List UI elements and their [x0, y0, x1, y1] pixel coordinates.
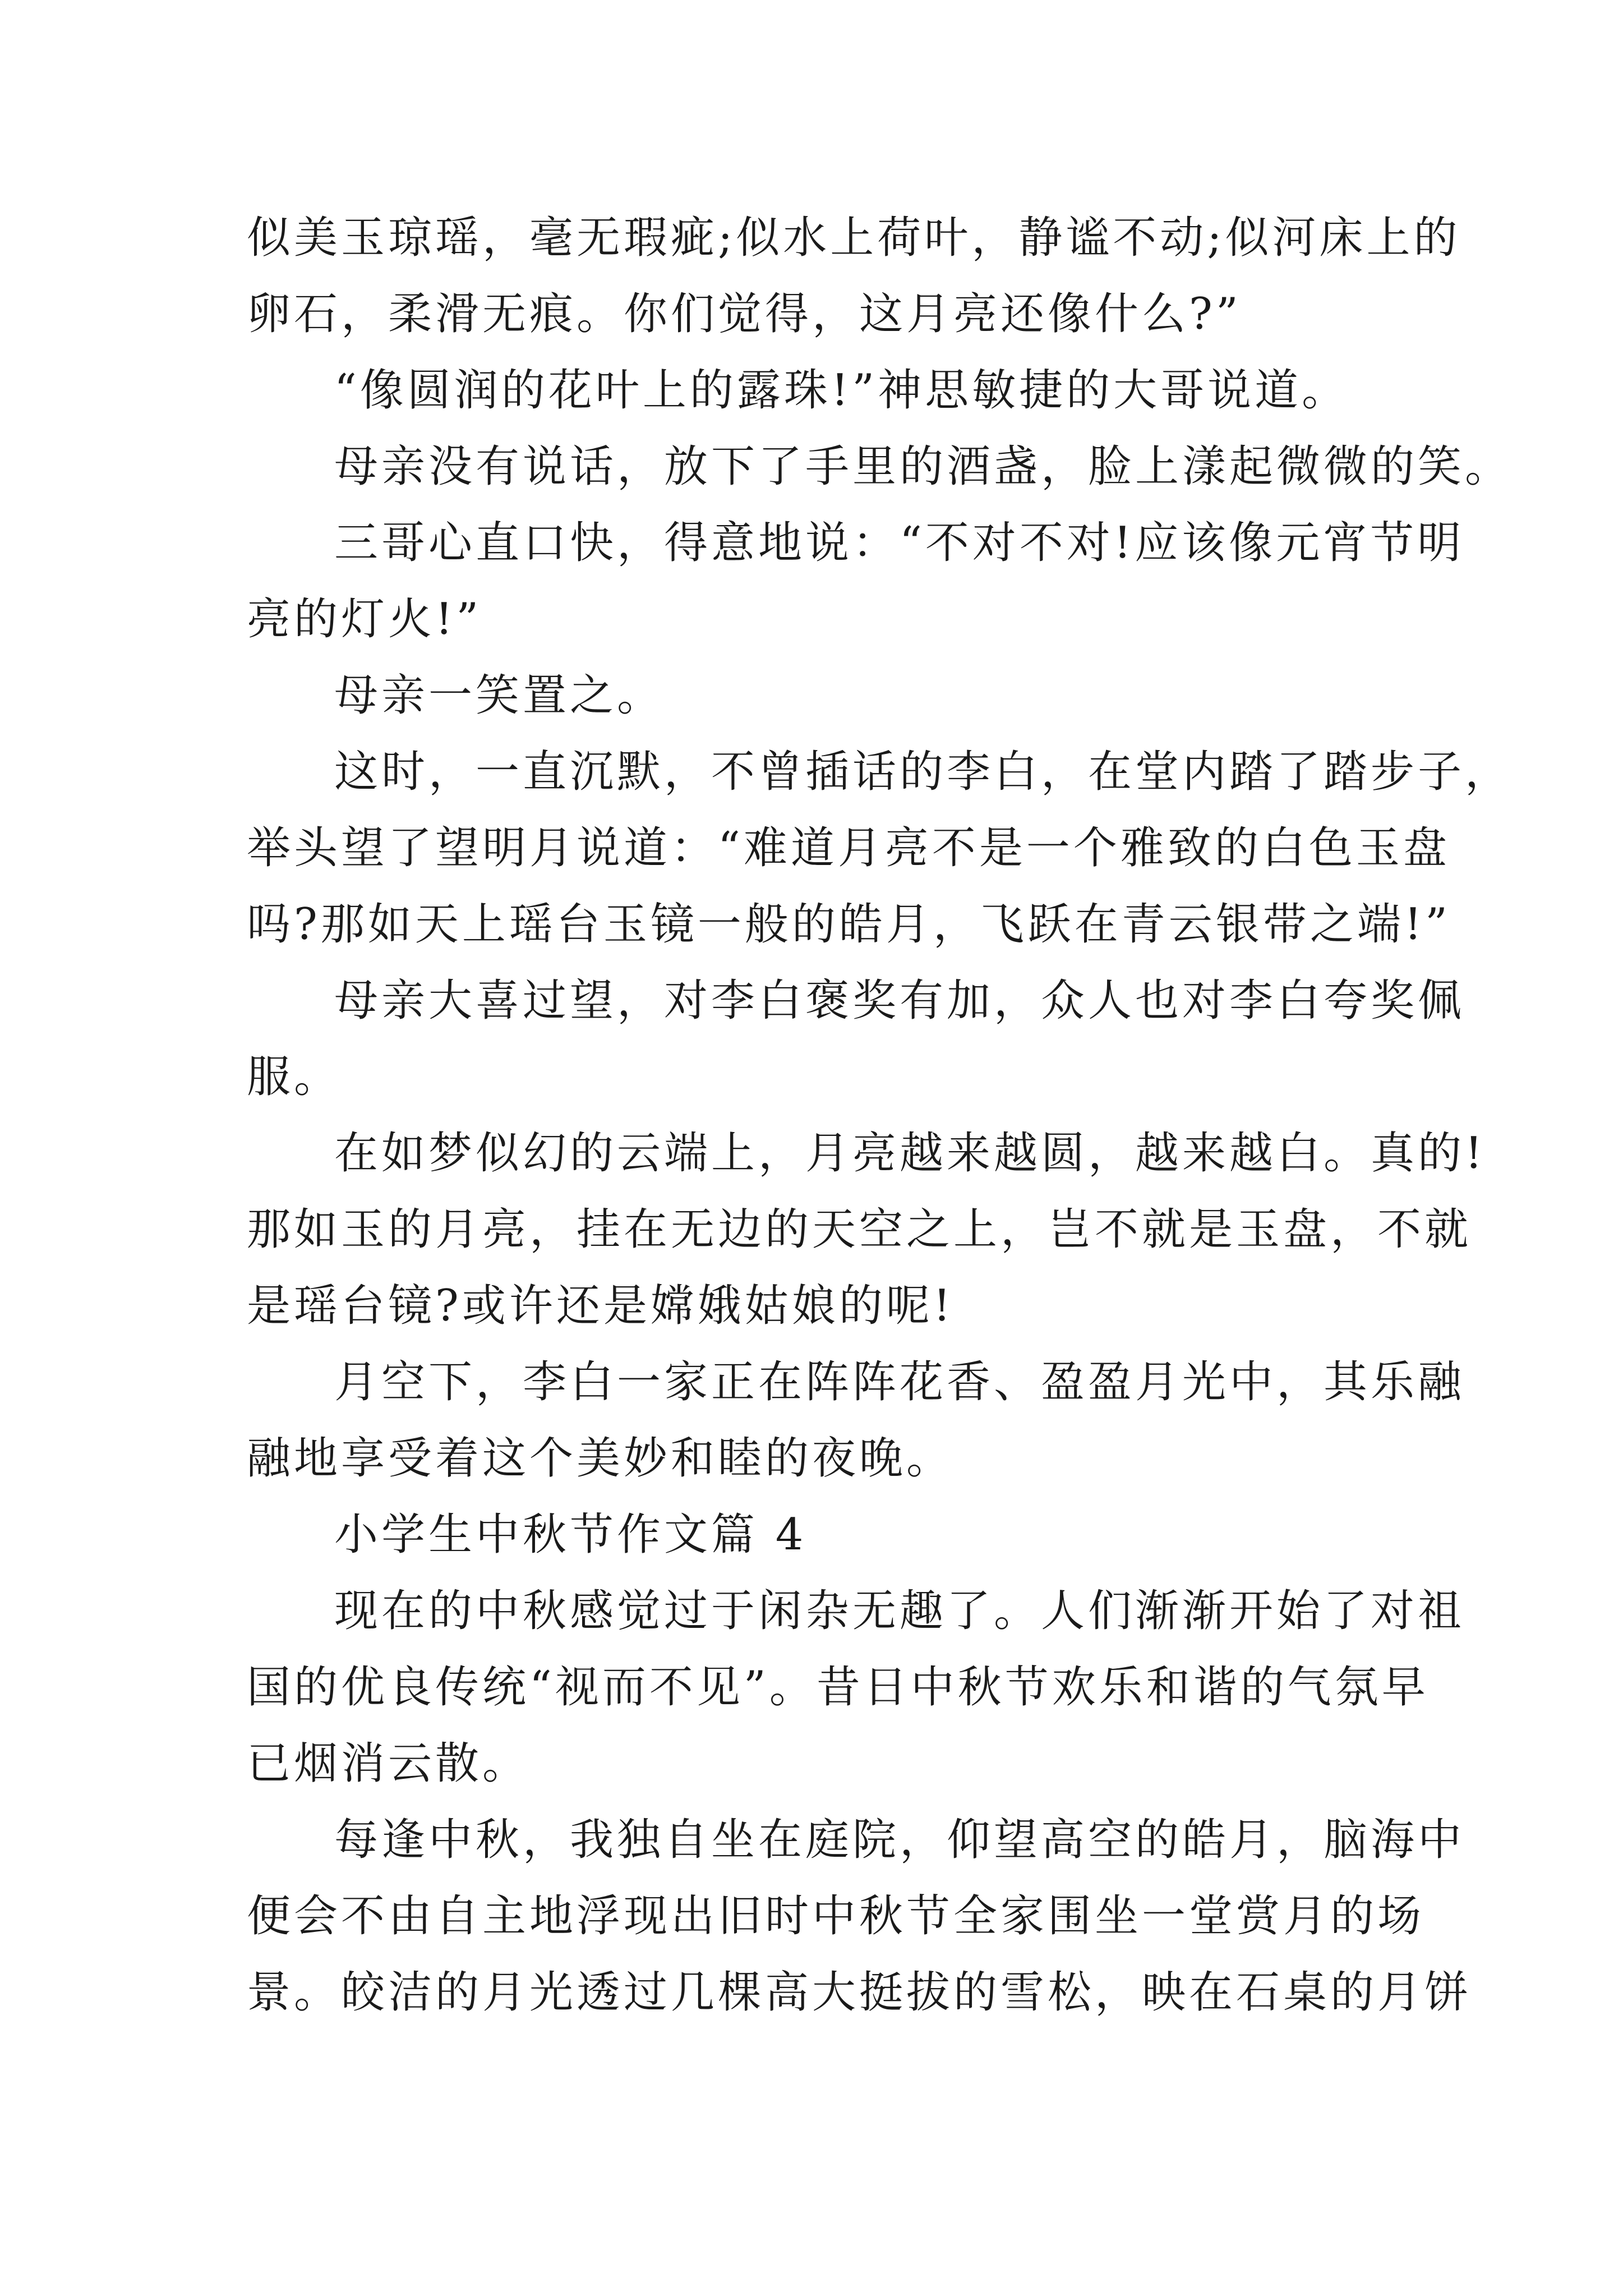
text-line: 国的优良传统“视而不见”。昔日中秋节欢乐和谐的气氛早	[247, 1662, 1429, 1713]
text-line: “像圆润的花叶上的露珠!”神思敏捷的大哥说道。	[334, 365, 1349, 416]
text-line: 每逢中秋，我独自坐在庭院，仰望高空的皓月，脑海中	[334, 1815, 1465, 1865]
text-line: 月空下，李白一家正在阵阵花香、盈盈月光中，其乐融	[334, 1357, 1465, 1407]
text-line: 亮的灯火!”	[247, 594, 482, 645]
text-line: 融地享受着这个美妙和睦的夜晚。	[247, 1433, 954, 1484]
text-line: 是瑶台镜?或许还是嫦娥姑娘的呢!	[247, 1281, 955, 1331]
section-heading: 小学生中秋节作文篇 4	[334, 1510, 807, 1560]
text-line: 母亲大喜过望，对李白褒奖有加，众人也对李白夸奖佩	[334, 976, 1465, 1026]
text-line: 三哥心直口快，得意地说：“不对不对!应该像元宵节明	[334, 518, 1465, 568]
text-line: 母亲一笑置之。	[334, 670, 665, 721]
text-line: 母亲没有说话，放下了手里的酒盏，脸上漾起微微的笑。	[334, 441, 1513, 492]
text-line: 那如玉的月亮，挂在无边的天空之上，岂不就是玉盘，不就	[247, 1204, 1472, 1255]
text-line: 在如梦似幻的云端上，月亮越来越圆，越来越白。真的!	[334, 1128, 1486, 1179]
text-line: 便会不由自主地浮现出旧时中秋节全家围坐一堂赏月的场	[247, 1891, 1425, 1941]
document-body	[247, 200, 1513, 2031]
text-line: 这时，一直沉默，不曾插话的李白，在堂内踏了踏步子，	[334, 747, 1513, 797]
text-line: 吗?那如天上瑶台玉镜一般的皓月，飞跃在青云银带之端!”	[247, 899, 1451, 950]
text-line: 举头望了望明月说道：“难道月亮不是一个雅致的白色玉盘	[247, 823, 1450, 873]
text-line: 现在的中秋感觉过于闲杂无趣了。人们渐渐开始了对祖	[334, 1586, 1465, 1636]
text-line: 已烟消云散。	[247, 1738, 530, 1789]
text-line: 似美玉琼瑶，毫无瑕疵;似水上荷叶，静谧不动;似河床上的	[247, 213, 1461, 263]
text-line: 景。皎洁的月光透过几棵高大挺拔的雪松，映在石桌的月饼	[247, 1967, 1472, 2018]
text-line: 服。	[247, 1052, 342, 1102]
text-line: 卵石，柔滑无痕。你们觉得，这月亮还像什么?”	[247, 289, 1242, 339]
